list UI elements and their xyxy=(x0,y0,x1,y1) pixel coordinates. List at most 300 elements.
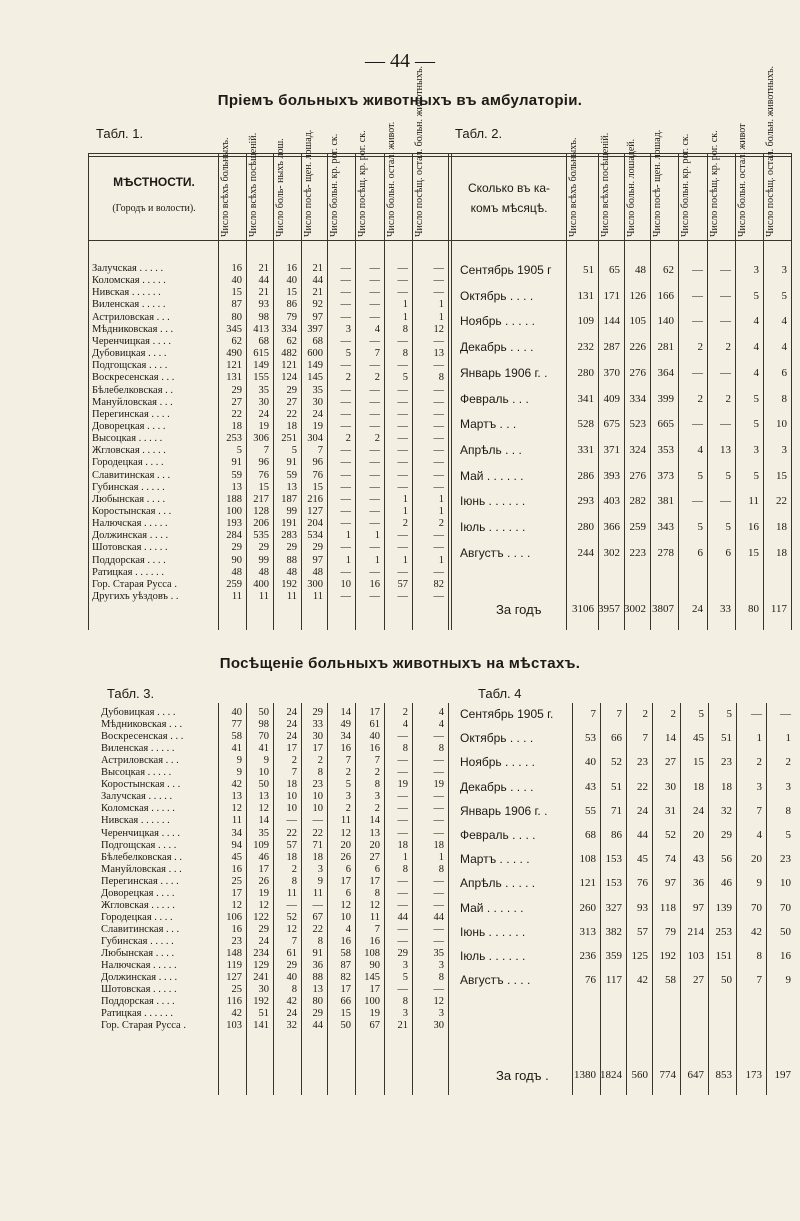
column-header: Число посѣщ. остал. больн. животныхъ. xyxy=(414,65,425,237)
table-cell: 86 xyxy=(611,829,622,841)
table-cell: 2 xyxy=(402,707,408,718)
table-cell: 30 xyxy=(258,984,269,996)
table-cell: — xyxy=(397,791,408,803)
table-cell: 48 xyxy=(231,566,242,578)
table-cell: — xyxy=(397,530,408,542)
table-cell: 148 xyxy=(226,948,242,959)
location-name: Жгловская . . . . . xyxy=(92,445,166,457)
table-cell: 14 xyxy=(665,732,676,745)
total-cell: 1380 xyxy=(574,1069,596,1081)
table-cell: 52 xyxy=(611,756,622,769)
table-cell: — xyxy=(340,493,351,505)
table-cell: 345 xyxy=(226,323,242,335)
total-cell: 197 xyxy=(774,1069,791,1081)
table-cell: — xyxy=(433,469,444,481)
table-cell: 1 xyxy=(438,493,444,505)
table-cell: — xyxy=(692,418,703,431)
table-cell: — xyxy=(340,287,351,299)
table-cell: — xyxy=(433,408,444,420)
table-cell: — xyxy=(692,289,703,302)
table-cell: 68 xyxy=(258,335,269,347)
table-cell: 7 xyxy=(291,935,297,947)
month-name: Декабрь . . . . xyxy=(460,340,534,355)
table-cell: — xyxy=(397,935,408,947)
location-name: Губинская . . . . . xyxy=(92,481,165,493)
total-cell: 80 xyxy=(748,603,759,615)
total-cell: 3957 xyxy=(598,603,620,615)
table-cell: 334 xyxy=(281,323,297,335)
left-rule xyxy=(88,153,89,630)
table-cell: 91 xyxy=(312,948,323,959)
total-cell: 1824 xyxy=(600,1069,622,1081)
table-cell: — xyxy=(433,755,444,767)
table-cell: 214 xyxy=(687,925,704,938)
table-cell: 93 xyxy=(637,901,648,914)
table-cell: 45 xyxy=(637,853,648,866)
table-cell: 40 xyxy=(286,972,297,984)
table-cell: 19 xyxy=(258,887,269,899)
table-cell: 3 xyxy=(317,863,323,875)
table-cell: 121 xyxy=(281,360,297,372)
table-cell: — xyxy=(433,767,444,779)
table-cell: 71 xyxy=(312,839,323,851)
table-cell: 35 xyxy=(312,384,323,396)
table-cell: 24 xyxy=(637,804,648,817)
tab1-label: Табл. 1. xyxy=(96,126,144,141)
table-cell: 98 xyxy=(258,719,269,731)
table-cell: 1 xyxy=(345,530,351,542)
table-cell: 8 xyxy=(402,863,408,875)
table-cell: 26 xyxy=(340,851,351,863)
table-cell: 40 xyxy=(231,707,242,718)
table-cell: 280 xyxy=(577,521,594,533)
table-cell: 127 xyxy=(226,972,242,984)
table-cell: 62 xyxy=(286,335,297,347)
table-cell: — xyxy=(433,591,444,603)
table-cell: 600 xyxy=(307,348,323,360)
table-cell: 8 xyxy=(438,972,444,984)
table-cell: 8 xyxy=(402,996,408,1008)
table-cell: — xyxy=(369,493,380,505)
table-cell: 141 xyxy=(253,1020,269,1032)
table-cell: 236 xyxy=(579,950,596,962)
table-cell: 13 xyxy=(312,984,323,996)
total-cell: 117 xyxy=(770,603,787,615)
table-cell: 4 xyxy=(781,341,787,354)
table-cell: 4 xyxy=(438,719,444,731)
table-cell: 7 xyxy=(616,708,622,720)
table-cell: 276 xyxy=(629,366,646,379)
table-cell: 34 xyxy=(340,731,351,743)
table-cell: 93 xyxy=(258,299,269,311)
table-cell: 7 xyxy=(374,755,380,767)
table-cell: — xyxy=(433,335,444,347)
tab4-label: Табл. 4 xyxy=(478,686,522,701)
table-cell: — xyxy=(433,287,444,299)
table-cell: 48 xyxy=(312,566,323,578)
table-cell: 324 xyxy=(629,443,646,456)
table-cell: 51 xyxy=(583,264,594,276)
month-name: Ноябрь . . . . . xyxy=(460,314,535,329)
table-cell: 300 xyxy=(307,578,323,590)
table-cell: — xyxy=(433,923,444,935)
table-cell: 15 xyxy=(312,481,323,493)
table-cell: 24 xyxy=(286,1008,297,1020)
table-cell: 48 xyxy=(258,566,269,578)
total-cell: 560 xyxy=(631,1069,648,1081)
total-cell: 173 xyxy=(745,1069,762,1081)
table-cell: — xyxy=(692,264,703,276)
table-cell: 5 xyxy=(236,445,242,457)
table-cell: 23 xyxy=(231,935,242,947)
table-cell: 260 xyxy=(579,901,596,914)
table-cell: 11 xyxy=(340,815,351,827)
table-cell: 151 xyxy=(715,950,732,962)
table-cell: 18 xyxy=(433,839,444,851)
table-cell: 44 xyxy=(637,829,648,841)
table-cell: 192 xyxy=(659,950,676,962)
table-cell: 397 xyxy=(307,323,323,335)
table-cell: 370 xyxy=(603,366,620,379)
total-label: За годъ . xyxy=(496,1068,549,1083)
table-cell: 119 xyxy=(226,960,242,972)
table-cell: — xyxy=(397,433,408,445)
table-cell: 91 xyxy=(231,457,242,469)
location-name: Дубовицкая . . . . xyxy=(101,707,176,718)
table-cell: 2 xyxy=(291,863,297,875)
table-cell: — xyxy=(397,481,408,493)
table-cell: — xyxy=(433,803,444,815)
table-cell: — xyxy=(286,899,297,911)
table-cell: 82 xyxy=(340,972,351,984)
table-cell: — xyxy=(369,591,380,603)
table-cell: 8 xyxy=(781,392,787,405)
location-name: Налючская . . . . . xyxy=(92,518,168,530)
table-cell: 4 xyxy=(438,707,444,718)
table-cell: 3 xyxy=(374,791,380,803)
table-cell: 12 xyxy=(340,899,351,911)
table-cell: 11 xyxy=(286,887,297,899)
table-cell: 22 xyxy=(637,780,648,793)
table-cell: 7 xyxy=(590,708,596,720)
table-cell: 535 xyxy=(253,530,269,542)
location-name: Виленская . . . . . xyxy=(92,299,166,311)
table-cell: 18 xyxy=(776,521,787,533)
column-header: Число больн. остал. живот. xyxy=(386,121,397,237)
table-cell: 7 xyxy=(374,923,380,935)
location-name: Коломская . . . . . xyxy=(101,803,175,815)
table-cell: 58 xyxy=(340,948,351,959)
table-cell: 4 xyxy=(374,323,380,335)
table-cell: 15 xyxy=(776,469,787,482)
table-cell: 96 xyxy=(258,457,269,469)
location-name: Должинская . . . . xyxy=(101,972,178,984)
table-cell: 100 xyxy=(364,996,380,1008)
table-cell: 15 xyxy=(258,481,269,493)
table-cell: 5 xyxy=(726,708,732,720)
table-cell: — xyxy=(369,542,380,554)
table-cell: 8 xyxy=(438,863,444,875)
location-name: Доворецкая . . . . xyxy=(92,420,166,432)
tab2-label: Табл. 2. xyxy=(455,126,503,141)
table-cell: 341 xyxy=(577,392,594,405)
table-cell: 8 xyxy=(317,767,323,779)
table-cell: 117 xyxy=(605,974,622,987)
table-cell: 22 xyxy=(312,827,323,839)
table-cell: 30 xyxy=(433,1020,444,1032)
table-cell: 11 xyxy=(231,815,242,827)
table-cell: — xyxy=(369,335,380,347)
table-cell: 482 xyxy=(281,348,297,360)
location-name: Поддорская . . . . xyxy=(92,554,166,566)
table-cell: 13 xyxy=(286,481,297,493)
table-cell: 16 xyxy=(340,743,351,755)
table-cell: 8 xyxy=(402,348,408,360)
table-cell: 70 xyxy=(258,731,269,743)
table-cell: — xyxy=(433,396,444,408)
table-cell: 36 xyxy=(693,877,704,890)
table-cell: 25 xyxy=(231,875,242,887)
table-cell: 11 xyxy=(258,591,269,603)
table-cell: 18 xyxy=(776,546,787,559)
column-header: Число посѣ- щен. лошад. xyxy=(652,129,663,237)
location-name: Бѣлебелковская . . xyxy=(92,384,174,396)
table-cell: 52 xyxy=(286,911,297,923)
table-cell: 124 xyxy=(281,372,297,384)
month-name: Мартъ . . . xyxy=(460,417,517,432)
month-name: Октябрь . . . . xyxy=(460,288,534,303)
location-name: Перегинская . . . . xyxy=(92,408,170,420)
table-cell: 302 xyxy=(603,546,620,559)
table-cell: 281 xyxy=(657,341,674,354)
table-cell: 16 xyxy=(340,935,351,947)
table-cell: 103 xyxy=(687,950,704,962)
table-cell: 5 xyxy=(753,289,759,302)
table-cell: 21 xyxy=(397,1020,408,1032)
table-cell: 22 xyxy=(286,827,297,839)
table-cell: 1 xyxy=(374,554,380,566)
table-cell: 29 xyxy=(312,542,323,554)
table-cell: 50 xyxy=(258,707,269,718)
table-cell: 99 xyxy=(258,554,269,566)
table-cell: 8 xyxy=(438,372,444,384)
table-cell: 2 xyxy=(374,767,380,779)
table-cell: — xyxy=(369,287,380,299)
table-cell: — xyxy=(397,275,408,287)
total-cell: 853 xyxy=(715,1069,732,1081)
table-cell: — xyxy=(340,457,351,469)
table-cell: 67 xyxy=(369,1020,380,1032)
table-cell: 5 xyxy=(402,372,408,384)
table-cell: 11 xyxy=(312,591,323,603)
table-cell: 57 xyxy=(286,839,297,851)
location-name: Подгощская . . . . xyxy=(92,360,168,372)
table-cell: 232 xyxy=(577,341,594,354)
table-cell: 253 xyxy=(715,925,732,938)
table-cell: — xyxy=(340,299,351,311)
location-name: Доворецкая . . . . xyxy=(101,887,175,899)
table-cell: 2 xyxy=(642,708,648,720)
table-cell: 5 xyxy=(697,469,703,482)
table-cell: 40 xyxy=(286,275,297,287)
month-name: Май . . . . . . xyxy=(460,900,524,915)
table-cell: 21 xyxy=(312,263,323,274)
table-cell: 30 xyxy=(258,396,269,408)
table-cell: 18 xyxy=(721,780,732,793)
table-cell: — xyxy=(433,542,444,554)
table-cell: 3 xyxy=(402,960,408,972)
table-cell: 10 xyxy=(312,803,323,815)
table-cell: — xyxy=(340,335,351,347)
table-cell: 15 xyxy=(748,546,759,559)
table-cell: — xyxy=(433,433,444,445)
table-cell: 188 xyxy=(226,493,242,505)
table-cell: 87 xyxy=(231,299,242,311)
table-cell: 106 xyxy=(226,911,242,923)
table-cell: 14 xyxy=(258,815,269,827)
table-cell: — xyxy=(397,731,408,743)
table-cell: 103 xyxy=(226,1020,242,1032)
table-cell: 79 xyxy=(286,311,297,323)
table-cell: 3 xyxy=(438,960,444,972)
table-cell: 5 xyxy=(291,445,297,457)
table-cell: 18 xyxy=(693,780,704,793)
table-cell: 16 xyxy=(780,950,791,962)
table-cell: 1 xyxy=(785,732,791,745)
table-cell: — xyxy=(751,708,762,720)
table-cell: 14 xyxy=(369,815,380,827)
table-cell: 12 xyxy=(231,899,242,911)
table-cell: 171 xyxy=(603,289,620,302)
table-cell: — xyxy=(720,366,731,379)
table-cell: 76 xyxy=(585,974,596,987)
month-name: Декабрь . . . . xyxy=(460,779,534,794)
location-name: Любынская . . . . xyxy=(101,948,175,959)
table-cell: 22 xyxy=(312,923,323,935)
table-cell: 16 xyxy=(286,263,297,274)
location-name: Мѣдниковская . . . xyxy=(92,323,174,335)
table-cell: 98 xyxy=(258,311,269,323)
table-cell: 23 xyxy=(312,779,323,791)
table-cell: 6 xyxy=(697,546,703,559)
location-name: Бѣлебелковская . . xyxy=(101,851,183,863)
table-cell: 29 xyxy=(721,829,732,841)
table-cell: 244 xyxy=(577,546,594,559)
table-cell: 27 xyxy=(665,756,676,769)
table-cell: 30 xyxy=(312,731,323,743)
table-cell: 5 xyxy=(698,708,704,720)
table-cell: 48 xyxy=(286,566,297,578)
table-cell: 52 xyxy=(665,829,676,841)
table-cell: 1 xyxy=(402,851,408,863)
table-cell: 30 xyxy=(665,780,676,793)
table-cell: 129 xyxy=(253,960,269,972)
table-cell: 44 xyxy=(397,911,408,923)
table-cell: 1 xyxy=(402,311,408,323)
table-cell: 44 xyxy=(312,275,323,287)
table-cell: 33 xyxy=(312,719,323,731)
table-cell: 286 xyxy=(577,469,594,482)
table-cell: 223 xyxy=(629,546,646,559)
table-cell: 18 xyxy=(286,851,297,863)
table-cell: 50 xyxy=(721,974,732,987)
table-cell: — xyxy=(340,591,351,603)
table-cell: 7 xyxy=(374,348,380,360)
table-cell: 71 xyxy=(611,804,622,817)
table-cell: 4 xyxy=(345,923,351,935)
location-name: Славитинская . . . xyxy=(101,923,180,935)
table-cell: 149 xyxy=(253,360,269,372)
table-cell: 8 xyxy=(785,804,791,817)
table-cell: 11 xyxy=(312,887,323,899)
location-name: Городецкая . . . . xyxy=(101,911,173,923)
table-cell: 5 xyxy=(753,469,759,482)
table-cell: 53 xyxy=(585,732,596,745)
table-cell: 204 xyxy=(307,518,323,530)
table-cell: 293 xyxy=(577,495,594,508)
month-name: Сентябрь 1905 г. xyxy=(460,707,554,721)
table-cell: 4 xyxy=(753,341,759,354)
table-cell: 16 xyxy=(748,521,759,533)
table-cell: — xyxy=(369,275,380,287)
table-cell: 140 xyxy=(657,315,674,328)
table-cell: 3 xyxy=(753,443,759,456)
table-cell: 10 xyxy=(340,911,351,923)
table-cell: 226 xyxy=(629,341,646,354)
table-cell: 109 xyxy=(577,315,594,328)
table-cell: 24 xyxy=(258,935,269,947)
table-cell: 306 xyxy=(253,433,269,445)
table-cell: 241 xyxy=(253,972,269,984)
table-cell: 51 xyxy=(611,780,622,793)
total-cell: 3807 xyxy=(652,603,674,615)
column-header: Число больн. кр. рог. ск. xyxy=(329,133,340,237)
month-name: Октябрь . . . . xyxy=(460,731,534,746)
table-cell: 313 xyxy=(579,925,596,938)
table-cell: 65 xyxy=(609,264,620,276)
table-cell: — xyxy=(397,445,408,457)
table-cell: — xyxy=(397,360,408,372)
table-cell: 359 xyxy=(605,950,622,962)
location-name: Ратицкая . . . . . . xyxy=(92,566,164,578)
table-cell: — xyxy=(397,408,408,420)
col-rule xyxy=(791,153,792,630)
table-cell: 19 xyxy=(258,420,269,432)
table-cell: 5 xyxy=(753,418,759,431)
table-cell: 16 xyxy=(231,923,242,935)
table-cell: 94 xyxy=(231,839,242,851)
table-cell: 24 xyxy=(258,408,269,420)
table-cell: — xyxy=(369,420,380,432)
table-cell: 364 xyxy=(657,366,674,379)
table-cell: 144 xyxy=(603,315,620,328)
table-cell: 61 xyxy=(369,719,380,731)
table-cell: 29 xyxy=(231,384,242,396)
table-cell: — xyxy=(369,469,380,481)
month-name: Іюль . . . . . . xyxy=(460,949,526,963)
table-cell: — xyxy=(369,396,380,408)
table-cell: 5 xyxy=(345,779,351,791)
table-cell: 122 xyxy=(253,911,269,923)
table-cell: 29 xyxy=(258,542,269,554)
table-cell: — xyxy=(433,481,444,493)
table-cell: 15 xyxy=(693,756,704,769)
table-cell: 10 xyxy=(286,803,297,815)
table-cell: 206 xyxy=(253,518,269,530)
table-cell: 17 xyxy=(258,863,269,875)
table-cell: 19 xyxy=(312,420,323,432)
table-cell: 22 xyxy=(231,408,242,420)
